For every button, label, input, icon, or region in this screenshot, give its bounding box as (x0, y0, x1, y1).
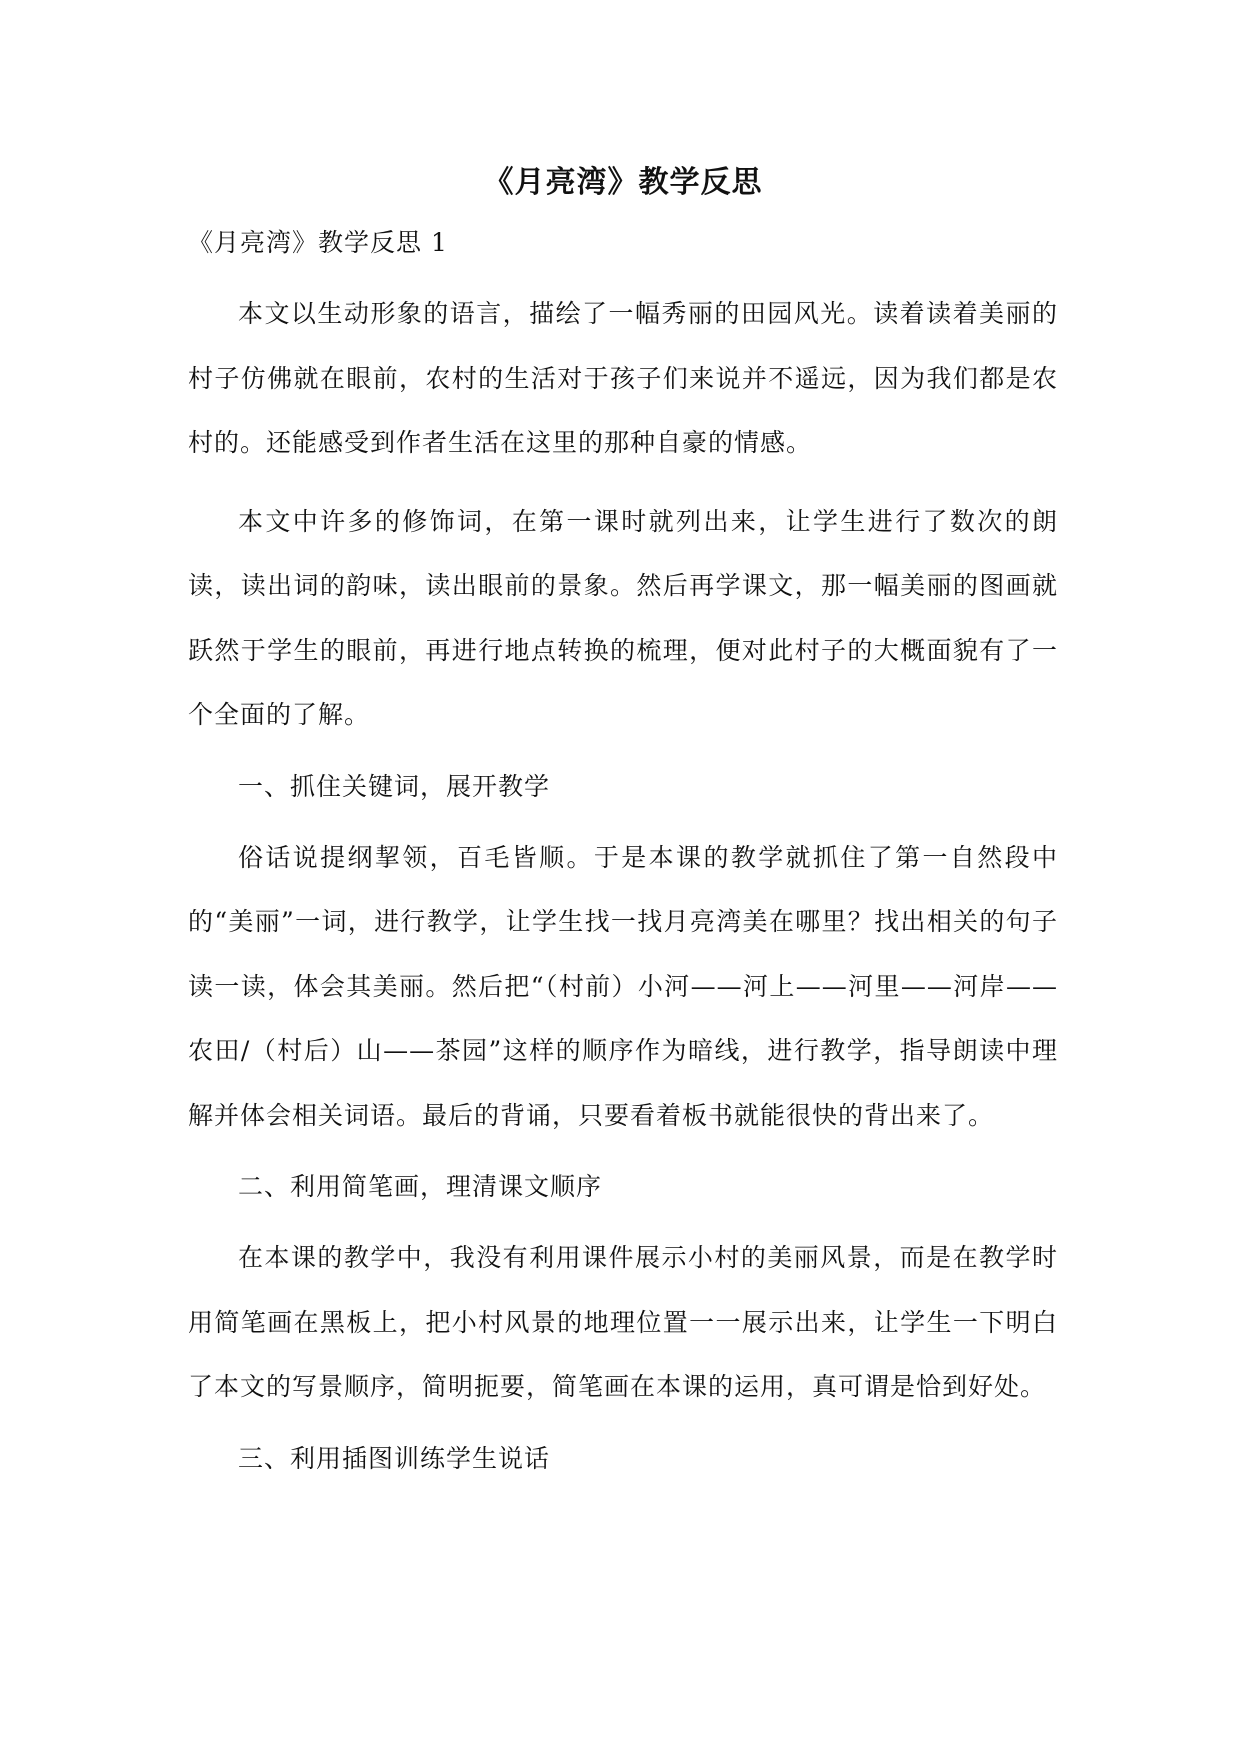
paragraph-sketch: 在本课的教学中，我没有利用课件展示小村的美丽风景，而是在教学时用简笔画在黑板上，把小村风景的地理位置一一展示出来，让学生一下明白了本文的写景顺序，简明扼要，简笔画在本课的运用，真可谓是恰到好处。 (188, 1243, 1058, 1401)
heading-illustration: 三、利用插图训练学生说话 (238, 1443, 551, 1473)
paragraph-keywords: 俗话说提纲挈领，百毛皆顺。于是本课的教学就抓住了第一自然段中的“美丽”一词，进行教学，让学生找一找月亮湾美在哪里？找出相关的句子读一读，体会其美丽。然后把“（村前）小河——河上——河里——河岸——农田/（村后）山——茶园”这样的顺序作为暗线，进行教学，指导朗读中理解并体会相关词语。最后的背诵，只要看着板书就能很快的背出来了。 (188, 842, 1058, 1130)
paragraph-modifiers: 本文中许多的修饰词，在第一课时就列出来，让学生进行了数次的朗读，读出词的韵味，读出眼前的景象。然后再学课文，那一幅美丽的图画就跃然于学生的眼前，再进行地点转换的梳理，便对此村子的大概面貌有了一个全面的了解。 (188, 506, 1058, 729)
paragraph-intro: 本文以生动形象的语言，描绘了一幅秀丽的田园风光。读着读着美丽的村子仿佛就在眼前，农村的生活对于孩子们来说并不遥远，因为我们都是农村的。还能感受到作者生活在这里的那种自豪的情感。 (188, 299, 1058, 457)
document-title: 《月亮湾》教学反思 (483, 165, 763, 200)
section-subtitle: 《月亮湾》教学反思 1 (188, 228, 448, 257)
document-body (188, 150, 1058, 1484)
heading-keywords: 一、抓住关键词，展开教学 (238, 771, 551, 801)
heading-sketch: 二、利用简笔画，理清课文顺序 (238, 1172, 603, 1201)
